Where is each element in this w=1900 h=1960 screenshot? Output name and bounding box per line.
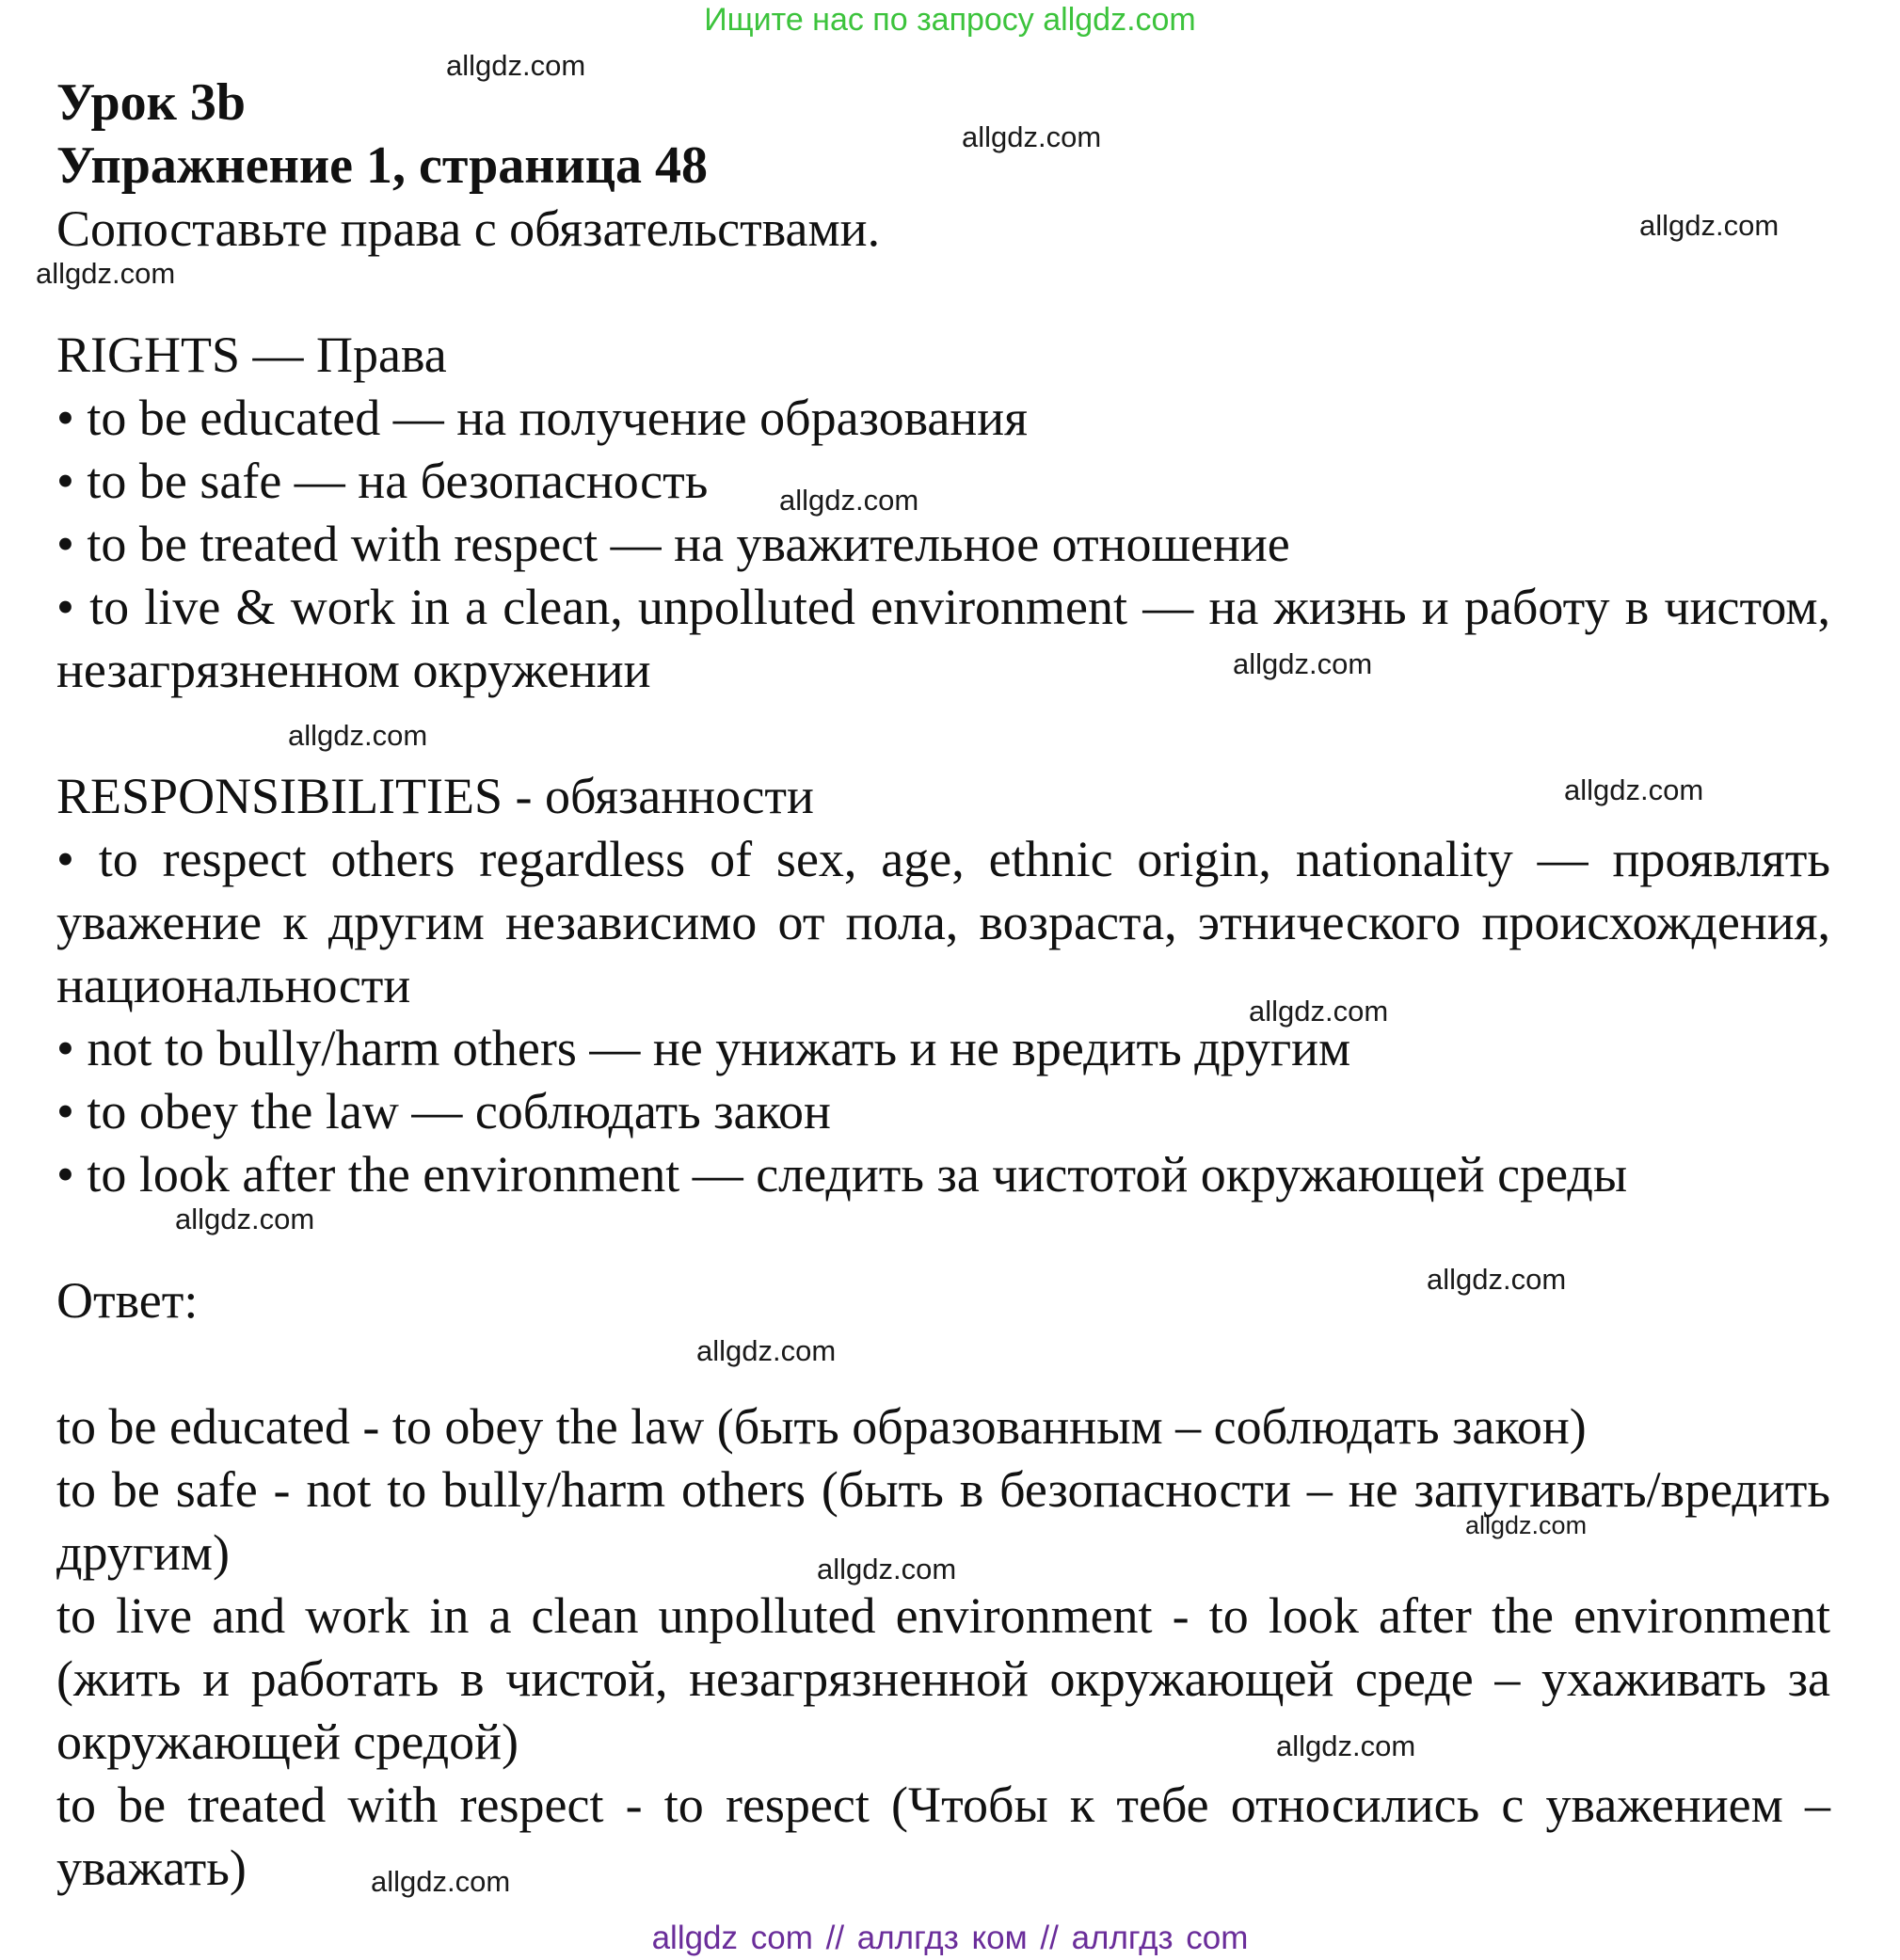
responsibilities-item: • to obey the law — соблюдать закон: [56, 1083, 831, 1139]
exercise-title: Упражнение 1, страница 48: [56, 136, 709, 195]
responsibilities-item: • to respect others regardless of sex, age, ethnic origin, nationality — проявлять уважение к другим независимо от пола, возраста, этнического происхождения, национальности: [56, 831, 1830, 1013]
watermark: allgdz.com: [817, 1553, 957, 1586]
watermark: allgdz.com: [696, 1334, 837, 1367]
watermark: allgdz.com: [1427, 1263, 1567, 1296]
watermark: allgdz.com: [1276, 1729, 1416, 1762]
answer-label: Ответ:: [56, 1272, 199, 1329]
rights-item: • to be safe — на безопасность: [56, 453, 709, 509]
watermark: allgdz.com: [962, 120, 1102, 153]
answer-item: to live and work in a clean unpolluted environment - to look after the environment (жить и работать в чистой, незагрязненной окружающей среде – ухаживать за окружающей средой): [56, 1587, 1830, 1770]
watermark: allgdz.com: [779, 484, 919, 517]
watermark: allgdz.com: [371, 1865, 511, 1898]
rights-item: • to live & work in a clean, unpolluted environment — на жизнь и работу в чистом, незагрязненном окружении: [56, 579, 1830, 698]
rights-item: • to be treated with respect — на уважительное отношение: [56, 516, 1290, 572]
watermark: allgdz.com: [1465, 1511, 1588, 1539]
document-body: [56, 72, 1830, 1900]
watermark: allgdz.com: [1249, 995, 1389, 1028]
responsibilities-item: • not to bully/harm others — не унижать и не вредить другим: [56, 1020, 1351, 1076]
lesson-title: Урок 3b: [56, 73, 247, 132]
responsibilities-item: • to look after the environment — следить за чистотой окружающей среды: [56, 1146, 1628, 1203]
answer-item: to be treated with respect - to respect (Чтобы к тебе относились с уважением – уважать): [56, 1777, 1830, 1896]
watermark: allgdz.com: [288, 719, 428, 752]
watermark: allgdz.com: [1564, 773, 1704, 806]
watermark: allgdz.com: [36, 257, 176, 290]
rights-heading: RIGHTS — Права: [56, 327, 447, 383]
footer-links: allgdz com // аллгдз ком // аллгдз com: [651, 1920, 1249, 1956]
watermark: allgdz.com: [1639, 209, 1780, 242]
answer-item: to be safe - not to bully/harm others (быть в безопасности – не запугивать/вредить другим): [56, 1461, 1830, 1581]
top-banner: Ищите нас по запросу allgdz.com: [704, 2, 1196, 38]
answer-item: to be educated - to obey the law (быть образованным – соблюдать закон): [56, 1398, 1587, 1455]
watermark: allgdz.com: [1233, 647, 1373, 680]
watermark: allgdz.com: [175, 1203, 315, 1235]
watermark: allgdz.com: [446, 49, 586, 82]
responsibilities-heading: RESPONSIBILITIES - обязанности: [56, 768, 814, 824]
task-text: Сопоставьте права с обязательствами.: [56, 200, 881, 257]
rights-item: • to be educated — на получение образования: [56, 390, 1028, 446]
